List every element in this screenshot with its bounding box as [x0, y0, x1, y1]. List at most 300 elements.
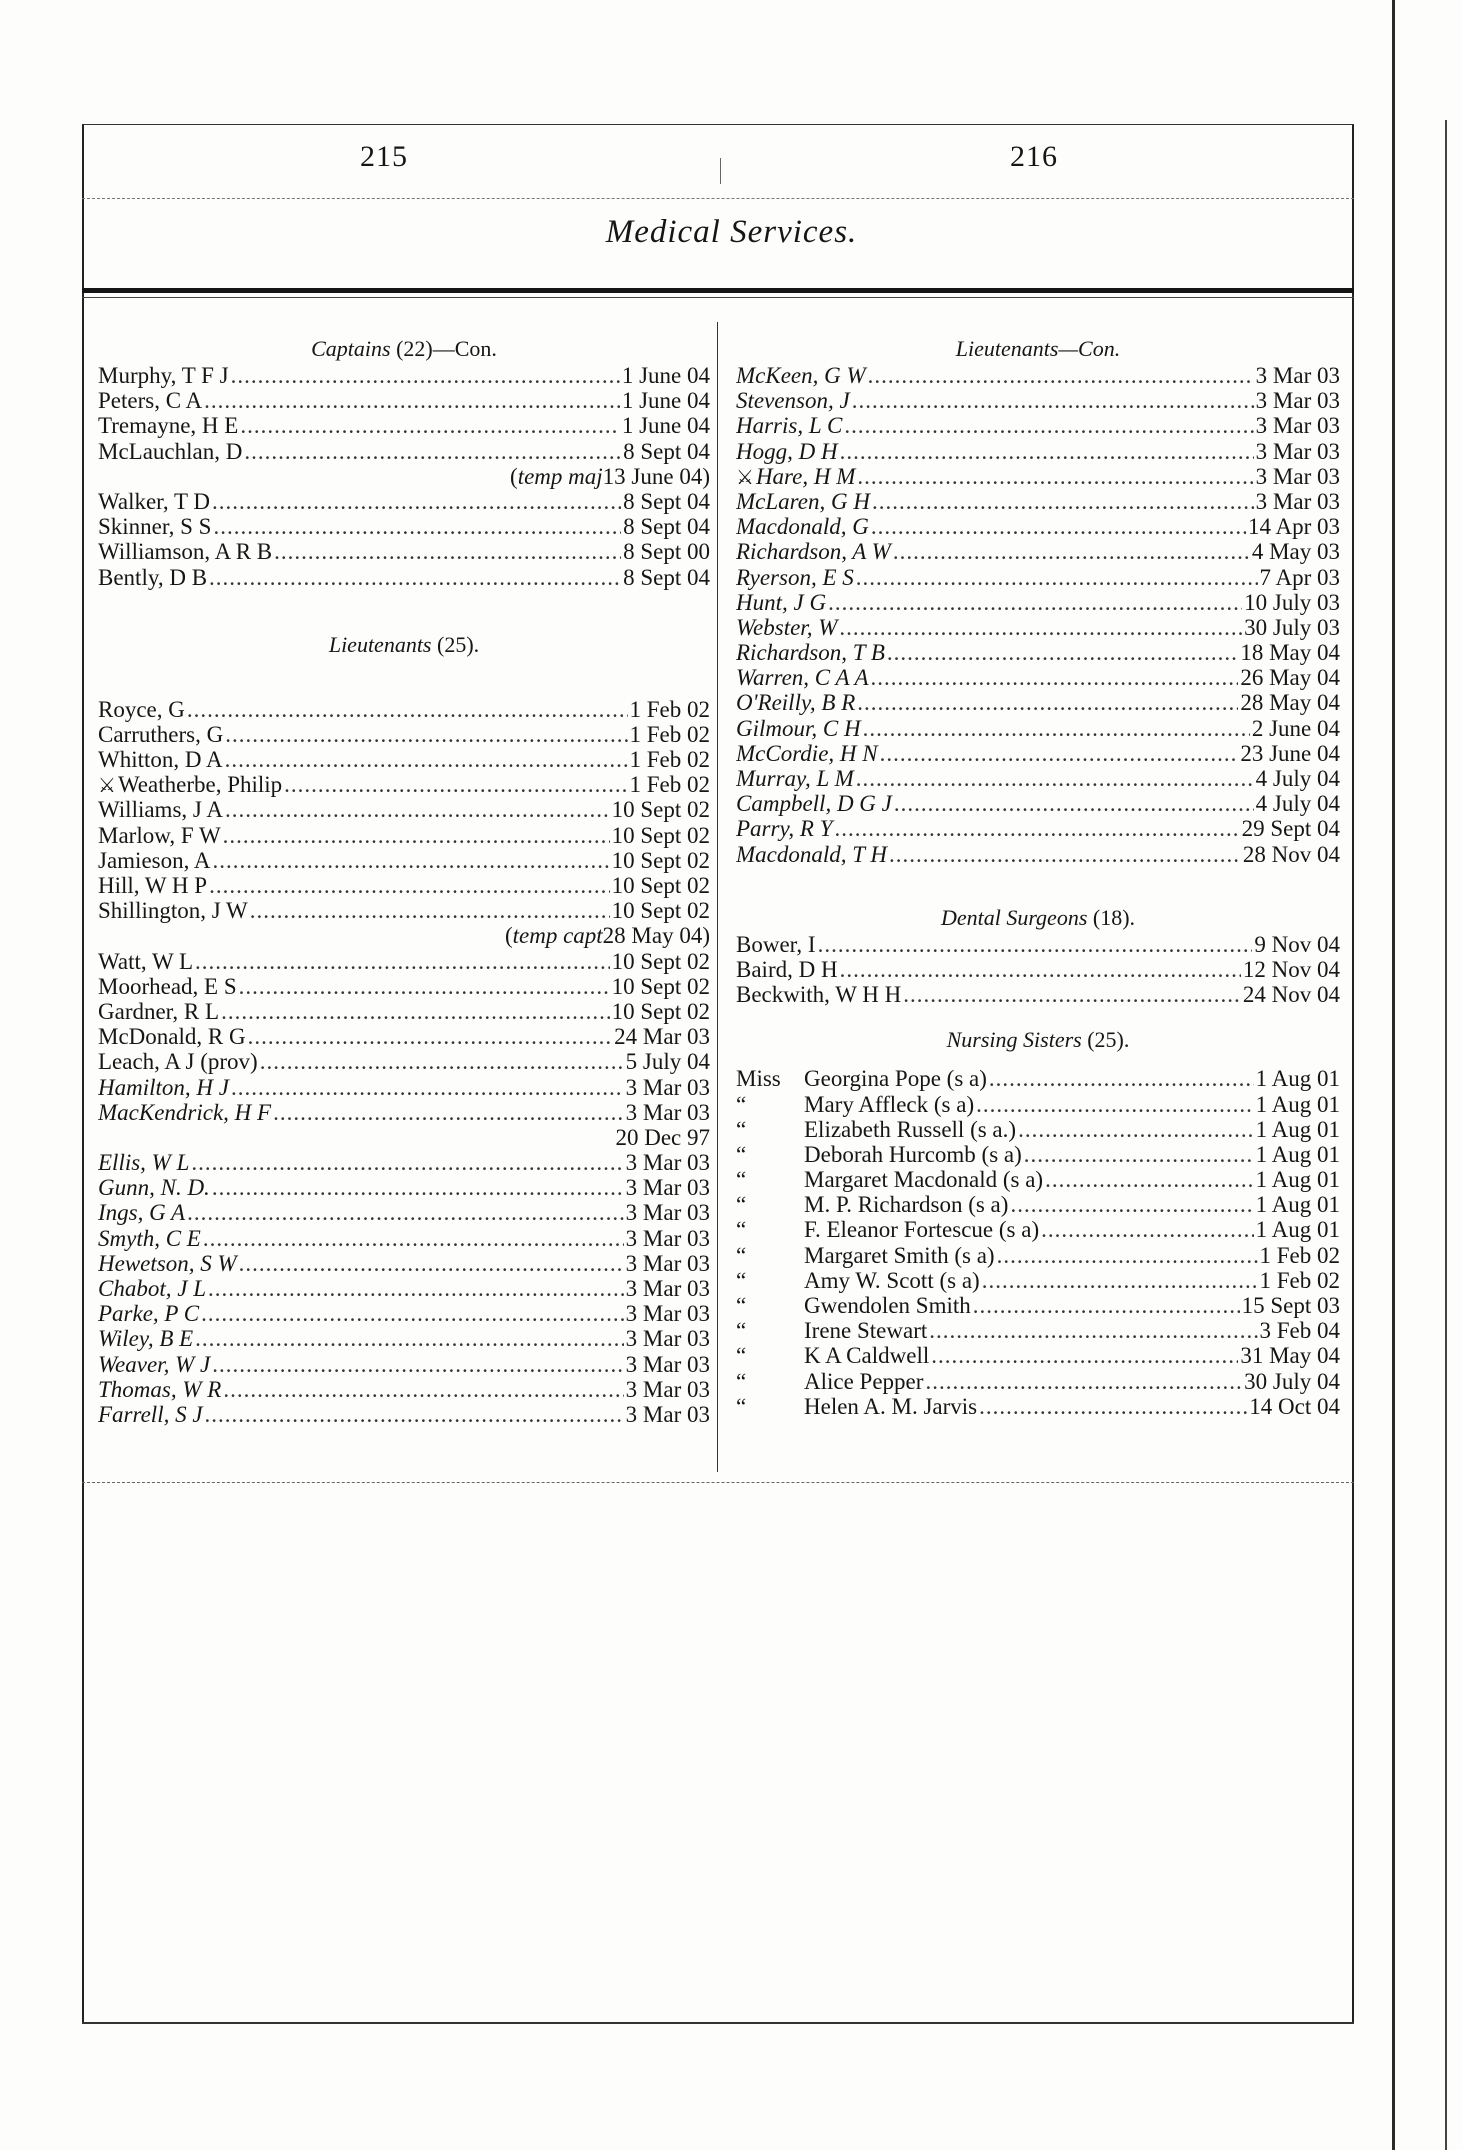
- dot-leader: [239, 974, 610, 999]
- entry-name: Margaret Macdonald (s a): [804, 1167, 1044, 1193]
- dot-leader: [231, 1075, 624, 1100]
- entry-name: Gilmour, C H: [736, 715, 861, 741]
- list-item: [736, 439, 1340, 464]
- list-item: [736, 982, 1340, 1007]
- note-date: 20 Dec 97: [615, 1124, 710, 1150]
- entry-name: K A Caldwell: [804, 1343, 930, 1369]
- entry-date: 23 June 04: [1240, 740, 1340, 766]
- dot-leader: [903, 982, 1241, 1007]
- captains-list: [98, 363, 710, 590]
- list-item: [98, 747, 710, 772]
- entry-name: Bently, D B: [98, 564, 208, 590]
- ditto-mark: “: [736, 1192, 747, 1218]
- entry-date: 8 Sept 04: [623, 488, 710, 514]
- list-item: [736, 690, 1340, 715]
- list-item: [98, 797, 710, 822]
- content-end-rule: [82, 1482, 1354, 1483]
- entry-date: 10 Sept 02: [611, 948, 710, 974]
- section-heading-lieutenants-con: Lieutenants—Con.: [955, 336, 1121, 361]
- entry-name: Bower, I: [736, 931, 816, 957]
- dot-leader: [209, 873, 610, 898]
- entry-name: McLaren, G H: [736, 488, 870, 514]
- dot-leader: [239, 1251, 624, 1276]
- entry-name: Richardson, A W: [736, 539, 891, 565]
- dot-leader: [1024, 1142, 1254, 1167]
- list-item: [736, 1268, 1340, 1293]
- entry-name: Harris, L C: [736, 413, 843, 439]
- header-divider: [82, 198, 1354, 199]
- dot-leader: [1045, 1167, 1254, 1192]
- dot-leader: [929, 1318, 1257, 1343]
- entry-date: 8 Sept 04: [623, 438, 710, 464]
- list-item: [98, 697, 710, 722]
- dot-leader: [871, 665, 1239, 690]
- page-number-left: 215: [360, 140, 408, 173]
- list-item: [98, 439, 710, 464]
- list-item: [736, 665, 1340, 690]
- list-item: [98, 772, 710, 797]
- dot-leader: [204, 388, 620, 413]
- entry-name: Shillington, J W: [98, 898, 248, 924]
- ditto-mark: “: [736, 1267, 747, 1293]
- list-item: [98, 1075, 710, 1100]
- entry-date: 8 Sept 00: [623, 539, 710, 565]
- entry-date: 3 Mar 03: [625, 1175, 710, 1201]
- entry-name: Ings, G A: [98, 1200, 186, 1226]
- dot-leader: [212, 1352, 623, 1377]
- entry-name: Deborah Hurcomb (s a): [804, 1141, 1022, 1167]
- entry-date: 3 Mar 03: [1255, 388, 1340, 414]
- list-item: [736, 1369, 1340, 1394]
- section-heading-nursing-sisters: Nursing Sisters (25).: [946, 1027, 1130, 1053]
- dot-leader: [191, 1150, 623, 1175]
- dot-leader: [274, 539, 621, 564]
- entry-name: Gardner, R L: [98, 998, 220, 1024]
- dot-leader: [240, 413, 620, 438]
- dot-leader: [840, 439, 1254, 464]
- entry-name: Macdonald, G: [736, 514, 869, 540]
- list-item: [736, 741, 1340, 766]
- list-item: [736, 1243, 1340, 1268]
- dot-leader: [212, 848, 609, 873]
- entry-name: Royce, G: [98, 696, 185, 722]
- entry-date: 1 June 04: [621, 388, 710, 414]
- list-item: [736, 539, 1340, 564]
- entry-name: Ellis, W L: [98, 1150, 190, 1176]
- dot-leader: [856, 565, 1258, 590]
- entry-date: 10 July 03: [1244, 589, 1340, 615]
- list-item: [736, 1117, 1340, 1142]
- entry-date: 3 Mar 03: [625, 1250, 710, 1276]
- entry-name: Tremayne, H E: [98, 413, 239, 439]
- column-divider: [717, 322, 718, 1472]
- entry-name: Jamieson, A: [98, 847, 211, 873]
- entry-date: 1 Aug 01: [1255, 1167, 1340, 1193]
- dot-leader: [213, 514, 621, 539]
- entry-date: 1 Feb 02: [629, 721, 710, 747]
- ditto-mark: “: [736, 1141, 747, 1167]
- list-item: [736, 464, 1340, 489]
- dot-leader: [203, 1226, 624, 1251]
- entry-name: Mary Affleck (s a): [804, 1091, 975, 1117]
- note-date: 13 June 04): [602, 463, 710, 489]
- ditto-mark: “: [736, 1293, 747, 1318]
- list-item: [98, 1226, 710, 1251]
- list-item: [736, 842, 1340, 867]
- entry-date: 1 June 04: [621, 413, 710, 439]
- entry-date: 29 Sept 04: [1241, 816, 1340, 842]
- entry-date: 31 May 04: [1240, 1343, 1340, 1369]
- entry-name: Warren, C A A: [736, 665, 869, 691]
- list-item: [98, 565, 710, 590]
- entry-name: Parry, R Y: [736, 816, 833, 842]
- entry-date: 3 Mar 03: [625, 1351, 710, 1377]
- list-item: [736, 716, 1340, 741]
- entry-name: McDonald, R G: [98, 1024, 246, 1050]
- list-item: [736, 957, 1340, 982]
- entry-name: Leach, A J (prov): [98, 1049, 258, 1075]
- entry-name: Hogg, D H: [736, 438, 838, 464]
- entry-name: F. Eleanor Fortescue (s a): [804, 1217, 1040, 1243]
- lieutenants-con-list: [736, 363, 1340, 867]
- entry-date: 12 Nov 04: [1242, 956, 1340, 982]
- note-italic: temp capt: [512, 923, 603, 949]
- dot-leader: [840, 957, 1241, 982]
- entry-date: 3 Mar 03: [625, 1301, 710, 1327]
- dot-leader: [212, 489, 621, 514]
- dot-leader: [857, 464, 1253, 489]
- entry-date: 1 Feb 02: [1259, 1267, 1340, 1293]
- entry-name: Moorhead, E S: [98, 973, 237, 999]
- dot-leader: [248, 1024, 613, 1049]
- entry-date: 3 Mar 03: [1255, 463, 1340, 489]
- dot-leader: [894, 791, 1254, 816]
- entry-date: 1 Aug 01: [1255, 1217, 1340, 1243]
- entry-date: 26 May 04: [1240, 665, 1340, 691]
- entry-date: 10 Sept 02: [611, 898, 710, 924]
- entry-date: 10 Sept 02: [611, 998, 710, 1024]
- section-heading-lieutenants: Lieutenants (25).: [328, 631, 480, 657]
- entry-name: Williams, J A: [98, 797, 223, 823]
- ditto-mark: “: [736, 1091, 747, 1117]
- entry-name: Margaret Smith (s a): [804, 1242, 995, 1268]
- list-item: [736, 590, 1340, 615]
- entry-date: 14 Oct 04: [1249, 1393, 1340, 1419]
- entry-name: Parke, P C: [98, 1301, 200, 1327]
- list-item: [736, 1192, 1340, 1217]
- entry-name: Smyth, C E: [98, 1225, 201, 1251]
- list-item: [98, 514, 710, 539]
- dot-leader: [208, 1276, 624, 1301]
- entry-name: Baird, D H: [736, 956, 838, 982]
- entry-date: 3 Feb 04: [1259, 1318, 1340, 1344]
- dot-leader: [893, 539, 1250, 564]
- list-item: [736, 1293, 1340, 1318]
- crossed-swords-icon: ⚔: [98, 775, 116, 798]
- entry-date: 1 Feb 02: [629, 696, 710, 722]
- list-item: [736, 1394, 1340, 1419]
- ditto-mark: “: [736, 1318, 747, 1344]
- entry-date: 1 Aug 01: [1255, 1116, 1340, 1142]
- entry-date: 3 Mar 03: [625, 1150, 710, 1176]
- entry-date: 10 Sept 02: [611, 847, 710, 873]
- list-item: [736, 816, 1340, 841]
- entry-name: Webster, W: [736, 614, 838, 640]
- note-row: [98, 1125, 710, 1150]
- list-item: [736, 413, 1340, 438]
- entry-date: 4 July 04: [1255, 791, 1340, 817]
- list-item: [736, 1318, 1340, 1343]
- entry-name: Hewetson, S W: [98, 1250, 237, 1276]
- entry-name: O'Reilly, B R: [736, 690, 856, 716]
- dot-leader: [857, 690, 1238, 715]
- entry-date: 3 Mar 03: [625, 1225, 710, 1251]
- dot-leader: [856, 766, 1254, 791]
- dot-leader: [828, 590, 1242, 615]
- dot-leader: [925, 1369, 1242, 1394]
- entry-name: Alice Pepper: [804, 1368, 924, 1394]
- entry-date: 4 July 04: [1255, 766, 1340, 791]
- list-item: [736, 791, 1340, 816]
- right-column: [736, 336, 1340, 1419]
- ditto-mark: Miss: [736, 1066, 781, 1092]
- entry-date: 3 Mar 03: [625, 1376, 710, 1402]
- entry-name: Hill, W H P: [98, 873, 208, 898]
- top-rule: [82, 124, 1354, 125]
- ditto-mark: “: [736, 1217, 747, 1243]
- list-item: [736, 388, 1340, 413]
- dot-leader: [225, 797, 610, 822]
- dot-leader: [212, 1175, 624, 1200]
- entry-name: Marlow, F W: [98, 822, 221, 848]
- entry-name: Wiley, B E: [98, 1326, 194, 1352]
- binding-edge-outer: [1445, 120, 1447, 2150]
- ditto-mark: “: [736, 1167, 747, 1193]
- entry-date: 28 May 04: [1240, 690, 1340, 716]
- entry-name: Elizabeth Russell (s a.): [804, 1116, 1017, 1142]
- entry-name: Stevenson, J: [736, 388, 850, 414]
- note-row: [98, 923, 710, 948]
- dot-leader: [260, 1049, 624, 1074]
- entry-name: Richardson, T B: [736, 640, 885, 666]
- note-italic: temp maj: [517, 463, 603, 489]
- list-item: [98, 1301, 710, 1326]
- lieutenants-list: [98, 697, 710, 1427]
- entry-date: 3 Mar 03: [1255, 438, 1340, 464]
- ditto-mark: “: [736, 1368, 747, 1394]
- crossed-swords-icon: ⚔: [736, 466, 754, 489]
- entry-name: Amy W. Scott (s a): [804, 1267, 980, 1293]
- entry-name: Hamilton, H J: [98, 1074, 229, 1100]
- dot-leader: [201, 1301, 624, 1326]
- dot-leader: [863, 716, 1250, 741]
- dot-leader: [973, 1293, 1240, 1318]
- dot-leader: [880, 741, 1239, 766]
- dot-leader: [889, 842, 1241, 867]
- entry-date: 30 July 03: [1244, 614, 1340, 640]
- entry-date: 8 Sept 04: [623, 514, 710, 540]
- list-item: [98, 1024, 710, 1049]
- list-item: [736, 1343, 1340, 1368]
- dot-leader: [225, 747, 628, 772]
- entry-date: 10 Sept 02: [611, 973, 710, 999]
- title-thin-rule: [82, 297, 1354, 298]
- title-thick-rule: [82, 288, 1354, 293]
- dot-leader: [250, 898, 610, 923]
- nursing-sisters-list: [736, 1066, 1340, 1419]
- entry-date: 1 Aug 01: [1255, 1091, 1340, 1117]
- entry-name: Murphy, T F J: [98, 363, 229, 388]
- dot-leader: [887, 640, 1238, 665]
- list-item: [98, 413, 710, 438]
- list-item: [98, 1175, 710, 1200]
- entry-name: Chabot, J L: [98, 1276, 206, 1301]
- entry-date: 30 July 04: [1244, 1368, 1340, 1394]
- dot-leader: [223, 1377, 623, 1402]
- entry-name: Watt, W L: [98, 948, 194, 974]
- dot-leader: [872, 489, 1254, 514]
- list-item: [98, 898, 710, 923]
- list-item: [98, 974, 710, 999]
- list-item: [98, 999, 710, 1024]
- list-item: [98, 722, 710, 747]
- list-item: [98, 873, 710, 898]
- page-bottom-rule: [82, 2022, 1354, 2024]
- list-item: [98, 1251, 710, 1276]
- list-item: [736, 615, 1340, 640]
- entry-date: 18 May 04: [1240, 640, 1340, 666]
- entry-name: Campbell, D G J: [736, 791, 892, 817]
- entry-date: 3 Mar 03: [1255, 363, 1340, 388]
- entry-name: Walker, T D: [98, 488, 210, 514]
- entry-date: 24 Mar 03: [614, 1024, 710, 1050]
- entry-name: Carruthers, G: [98, 721, 224, 747]
- list-item: [736, 1142, 1340, 1167]
- list-item: [98, 1326, 710, 1351]
- dot-leader: [284, 772, 627, 797]
- entry-date: 8 Sept 04: [623, 564, 710, 590]
- dot-leader: [844, 413, 1253, 438]
- entry-name: Skinner, S S: [98, 514, 212, 540]
- entry-date: 1 Aug 01: [1255, 1192, 1340, 1218]
- list-item: [736, 363, 1340, 388]
- entry-date: 3 Mar 03: [1255, 413, 1340, 439]
- entry-name: Farrell, S J: [98, 1401, 203, 1427]
- list-item: [736, 1217, 1340, 1242]
- list-item: [98, 823, 710, 848]
- list-item: [98, 539, 710, 564]
- entry-date: 1 Feb 02: [629, 747, 710, 773]
- dental-surgeons-list: [736, 932, 1340, 1008]
- entry-date: 1 Aug 01: [1255, 1066, 1340, 1092]
- entry-date: 3 Mar 03: [625, 1099, 710, 1125]
- entry-name: Macdonald, T H: [736, 841, 887, 867]
- entry-name: Thomas, W R: [98, 1376, 222, 1402]
- list-item: [98, 1402, 710, 1427]
- dot-leader: [187, 1200, 624, 1225]
- dot-leader: [225, 722, 627, 747]
- dot-leader: [223, 823, 610, 848]
- list-item: [98, 848, 710, 873]
- dot-leader: [244, 439, 621, 464]
- entry-name: Murray, L M: [736, 766, 854, 791]
- entry-name: Peters, C A: [98, 388, 203, 414]
- section-heading-dental-surgeons: Dental Surgeons (18).: [940, 904, 1136, 930]
- entry-name: Irene Stewart: [804, 1318, 928, 1344]
- entry-date: 4 May 03: [1251, 539, 1340, 565]
- entry-name: Gunn, N. D.: [98, 1175, 210, 1201]
- entry-date: 1 Feb 02: [1259, 1242, 1340, 1268]
- entry-date: 10 Sept 02: [611, 822, 710, 848]
- entry-name: Gwendolen Smith: [804, 1293, 971, 1318]
- entry-name: Hunt, J G: [736, 589, 827, 615]
- dot-leader: [187, 697, 628, 722]
- list-item: [736, 1092, 1340, 1117]
- entry-date: 10 Sept 02: [611, 797, 710, 823]
- list-item: [736, 1066, 1340, 1091]
- dot-leader: [976, 1092, 1254, 1117]
- entry-date: 9 Nov 04: [1254, 931, 1340, 957]
- entry-date: 1 Feb 02: [629, 772, 710, 798]
- dot-leader: [818, 932, 1253, 957]
- entry-date: 14 Apr 03: [1248, 514, 1340, 540]
- dot-leader: [868, 363, 1254, 388]
- page-number-separator: [720, 158, 721, 184]
- dot-leader: [979, 1394, 1247, 1419]
- list-item: [98, 1049, 710, 1074]
- list-item: [98, 1276, 710, 1301]
- list-item: [736, 514, 1340, 539]
- list-item: [98, 363, 710, 388]
- entry-date: 24 Nov 04: [1242, 982, 1340, 1008]
- entry-date: 2 June 04: [1251, 715, 1340, 741]
- dot-leader: [871, 514, 1246, 539]
- dot-leader: [231, 363, 620, 388]
- page-number-right: 216: [1010, 140, 1058, 173]
- list-item: [98, 1150, 710, 1175]
- dot-leader: [931, 1343, 1238, 1368]
- ditto-mark: “: [736, 1116, 747, 1142]
- entry-date: 3 Mar 03: [625, 1200, 710, 1226]
- dot-leader: [195, 1326, 624, 1351]
- dot-leader: [834, 816, 1239, 841]
- dot-leader: [989, 1066, 1254, 1091]
- page-title: Medical Services.: [605, 214, 858, 250]
- entry-date: 28 Nov 04: [1242, 841, 1340, 867]
- entry-date: 3 Mar 03: [625, 1276, 710, 1301]
- list-item: [736, 766, 1340, 791]
- entry-name: McKeen, G W: [736, 363, 866, 388]
- list-item: [98, 1377, 710, 1402]
- entry-date: 1 June 04: [621, 363, 710, 388]
- dot-leader: [205, 1402, 624, 1427]
- dot-leader: [195, 949, 610, 974]
- ditto-mark: “: [736, 1242, 747, 1268]
- entry-name: McLauchlan, D: [98, 438, 243, 464]
- entry-date: 7 Apr 03: [1259, 564, 1340, 590]
- entry-name: Helen A. M. Jarvis: [804, 1393, 978, 1419]
- entry-name: M. P. Richardson (s a): [804, 1192, 1009, 1218]
- entry-name: Beckwith, W H H: [736, 982, 902, 1008]
- dot-leader: [1041, 1217, 1254, 1242]
- entry-date: 5 July 04: [625, 1049, 710, 1075]
- entry-name: Hare, H M: [755, 463, 856, 489]
- entry-date: 3 Mar 03: [1255, 488, 1340, 514]
- dot-leader: [839, 615, 1242, 640]
- list-item: [98, 949, 710, 974]
- entry-date: 3 Mar 03: [625, 1074, 710, 1100]
- list-item: [98, 489, 710, 514]
